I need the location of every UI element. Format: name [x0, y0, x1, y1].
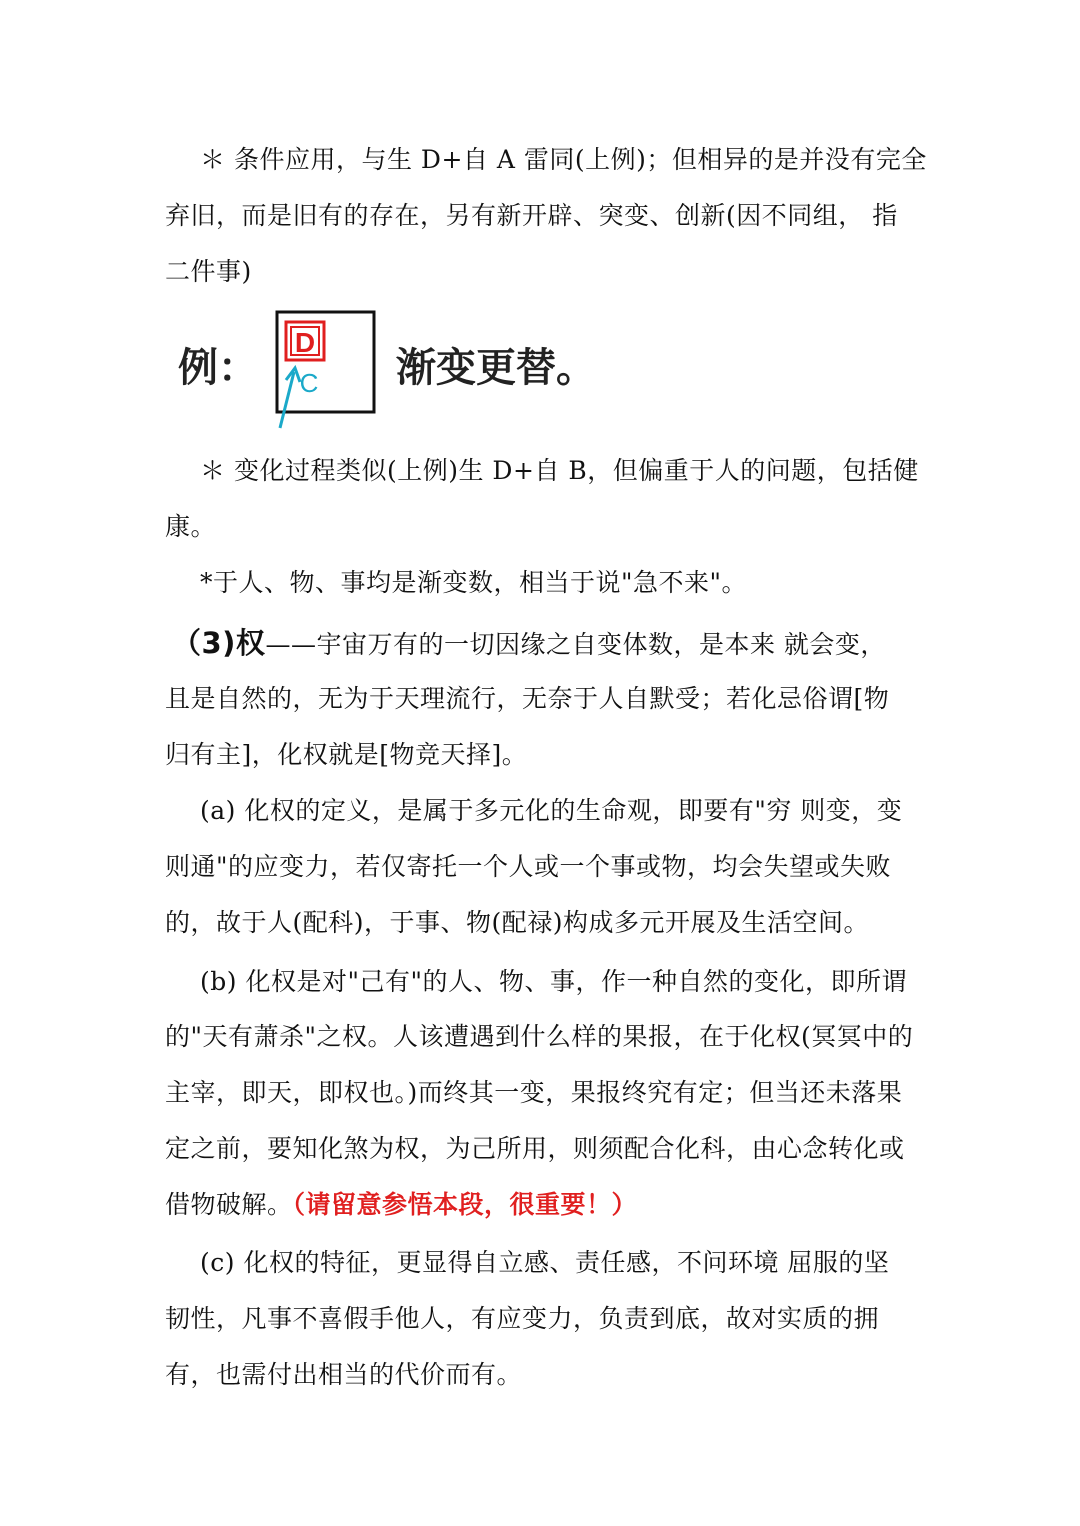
paragraph-1-line-2: 弃旧，而是旧有的存在，另有新开辟、突变、创新(因不同组， 指	[165, 201, 898, 230]
paragraph-4-line-3: 归有主]，化权就是[物竞天择]。	[165, 740, 528, 769]
paragraph-2-line-2: 康。	[165, 512, 217, 541]
diagram-d-letter: D	[294, 327, 316, 358]
paragraph-4-line-2: 且是自然的，无为于天理流行，无奈于人自默受；若化忌俗谓[物	[165, 684, 890, 713]
paragraph-b-line-2: 的"天有萧杀"之权。人该遭遇到什么样的果报，在于化权(冥冥中的	[165, 1022, 914, 1051]
example-caption: 渐变更替。	[396, 345, 596, 391]
diagram-c-letter: C	[299, 368, 319, 398]
paragraph-b-line-5	[165, 1189, 637, 1221]
paragraph-b-line-3: 主宰，即天，即权也。)而终其一变，果报终究有定；但当还未落果	[165, 1078, 903, 1107]
paragraph-b-line-5-text: 借物破解。	[165, 1190, 293, 1219]
important-note: （请留意参悟本段，很重要！）	[292, 1190, 638, 1219]
paragraph-b-line-1: (b) 化权是对"己有"的人、物、事，作一种自然的变化，即所谓	[200, 967, 907, 996]
paragraph-4-line-1-text: ——宇宙万有的一切因缘之自变体数，是本来 就会变，	[265, 630, 886, 659]
paragraph-4-line-1	[172, 627, 886, 661]
paragraph-c-line-1: (c) 化权的特征，更显得自立感、责任感，不问环境 屈服的坚	[200, 1248, 890, 1277]
paragraph-a-line-1: (a) 化权的定义，是属于多元化的生命观，即要有"穷 则变，变	[200, 796, 903, 825]
paragraph-c-line-2: 韧性，凡事不喜假手他人，有应变力，负责到底，故对实质的拥	[165, 1304, 880, 1333]
paragraph-b-line-4: 定之前，要知化煞为权，为己所用，则须配合化科，由心念转化或	[165, 1134, 905, 1163]
paragraph-c-line-3: 有，也需付出相当的代价而有。	[165, 1360, 523, 1389]
paragraph-1-line-1: ＊ 条件应用，与生 D+自 A 雷同(上例)；但相异的是并没有完全	[200, 145, 927, 174]
paragraph-1-line-3: 二件事)	[165, 257, 252, 286]
example-label: 例：	[178, 345, 258, 391]
paragraph-3-line-1: *于人、物、事均是渐变数，相当于说"急不来"。	[200, 568, 747, 597]
paragraph-a-line-3: 的，故于人(配科)，于事、物(配禄)构成多元开展及生活空间。	[165, 908, 870, 937]
paragraph-a-line-2: 则通"的应变力，若仅寄托一个人或一个事或物，均会失望或失败	[165, 852, 892, 881]
example-diagram	[262, 300, 382, 432]
paragraph-2-line-1: ＊ 变化过程类似(上例)生 D+自 B，但偏重于人的问题，包括健	[200, 456, 919, 485]
section-heading: （3)权	[172, 626, 266, 660]
